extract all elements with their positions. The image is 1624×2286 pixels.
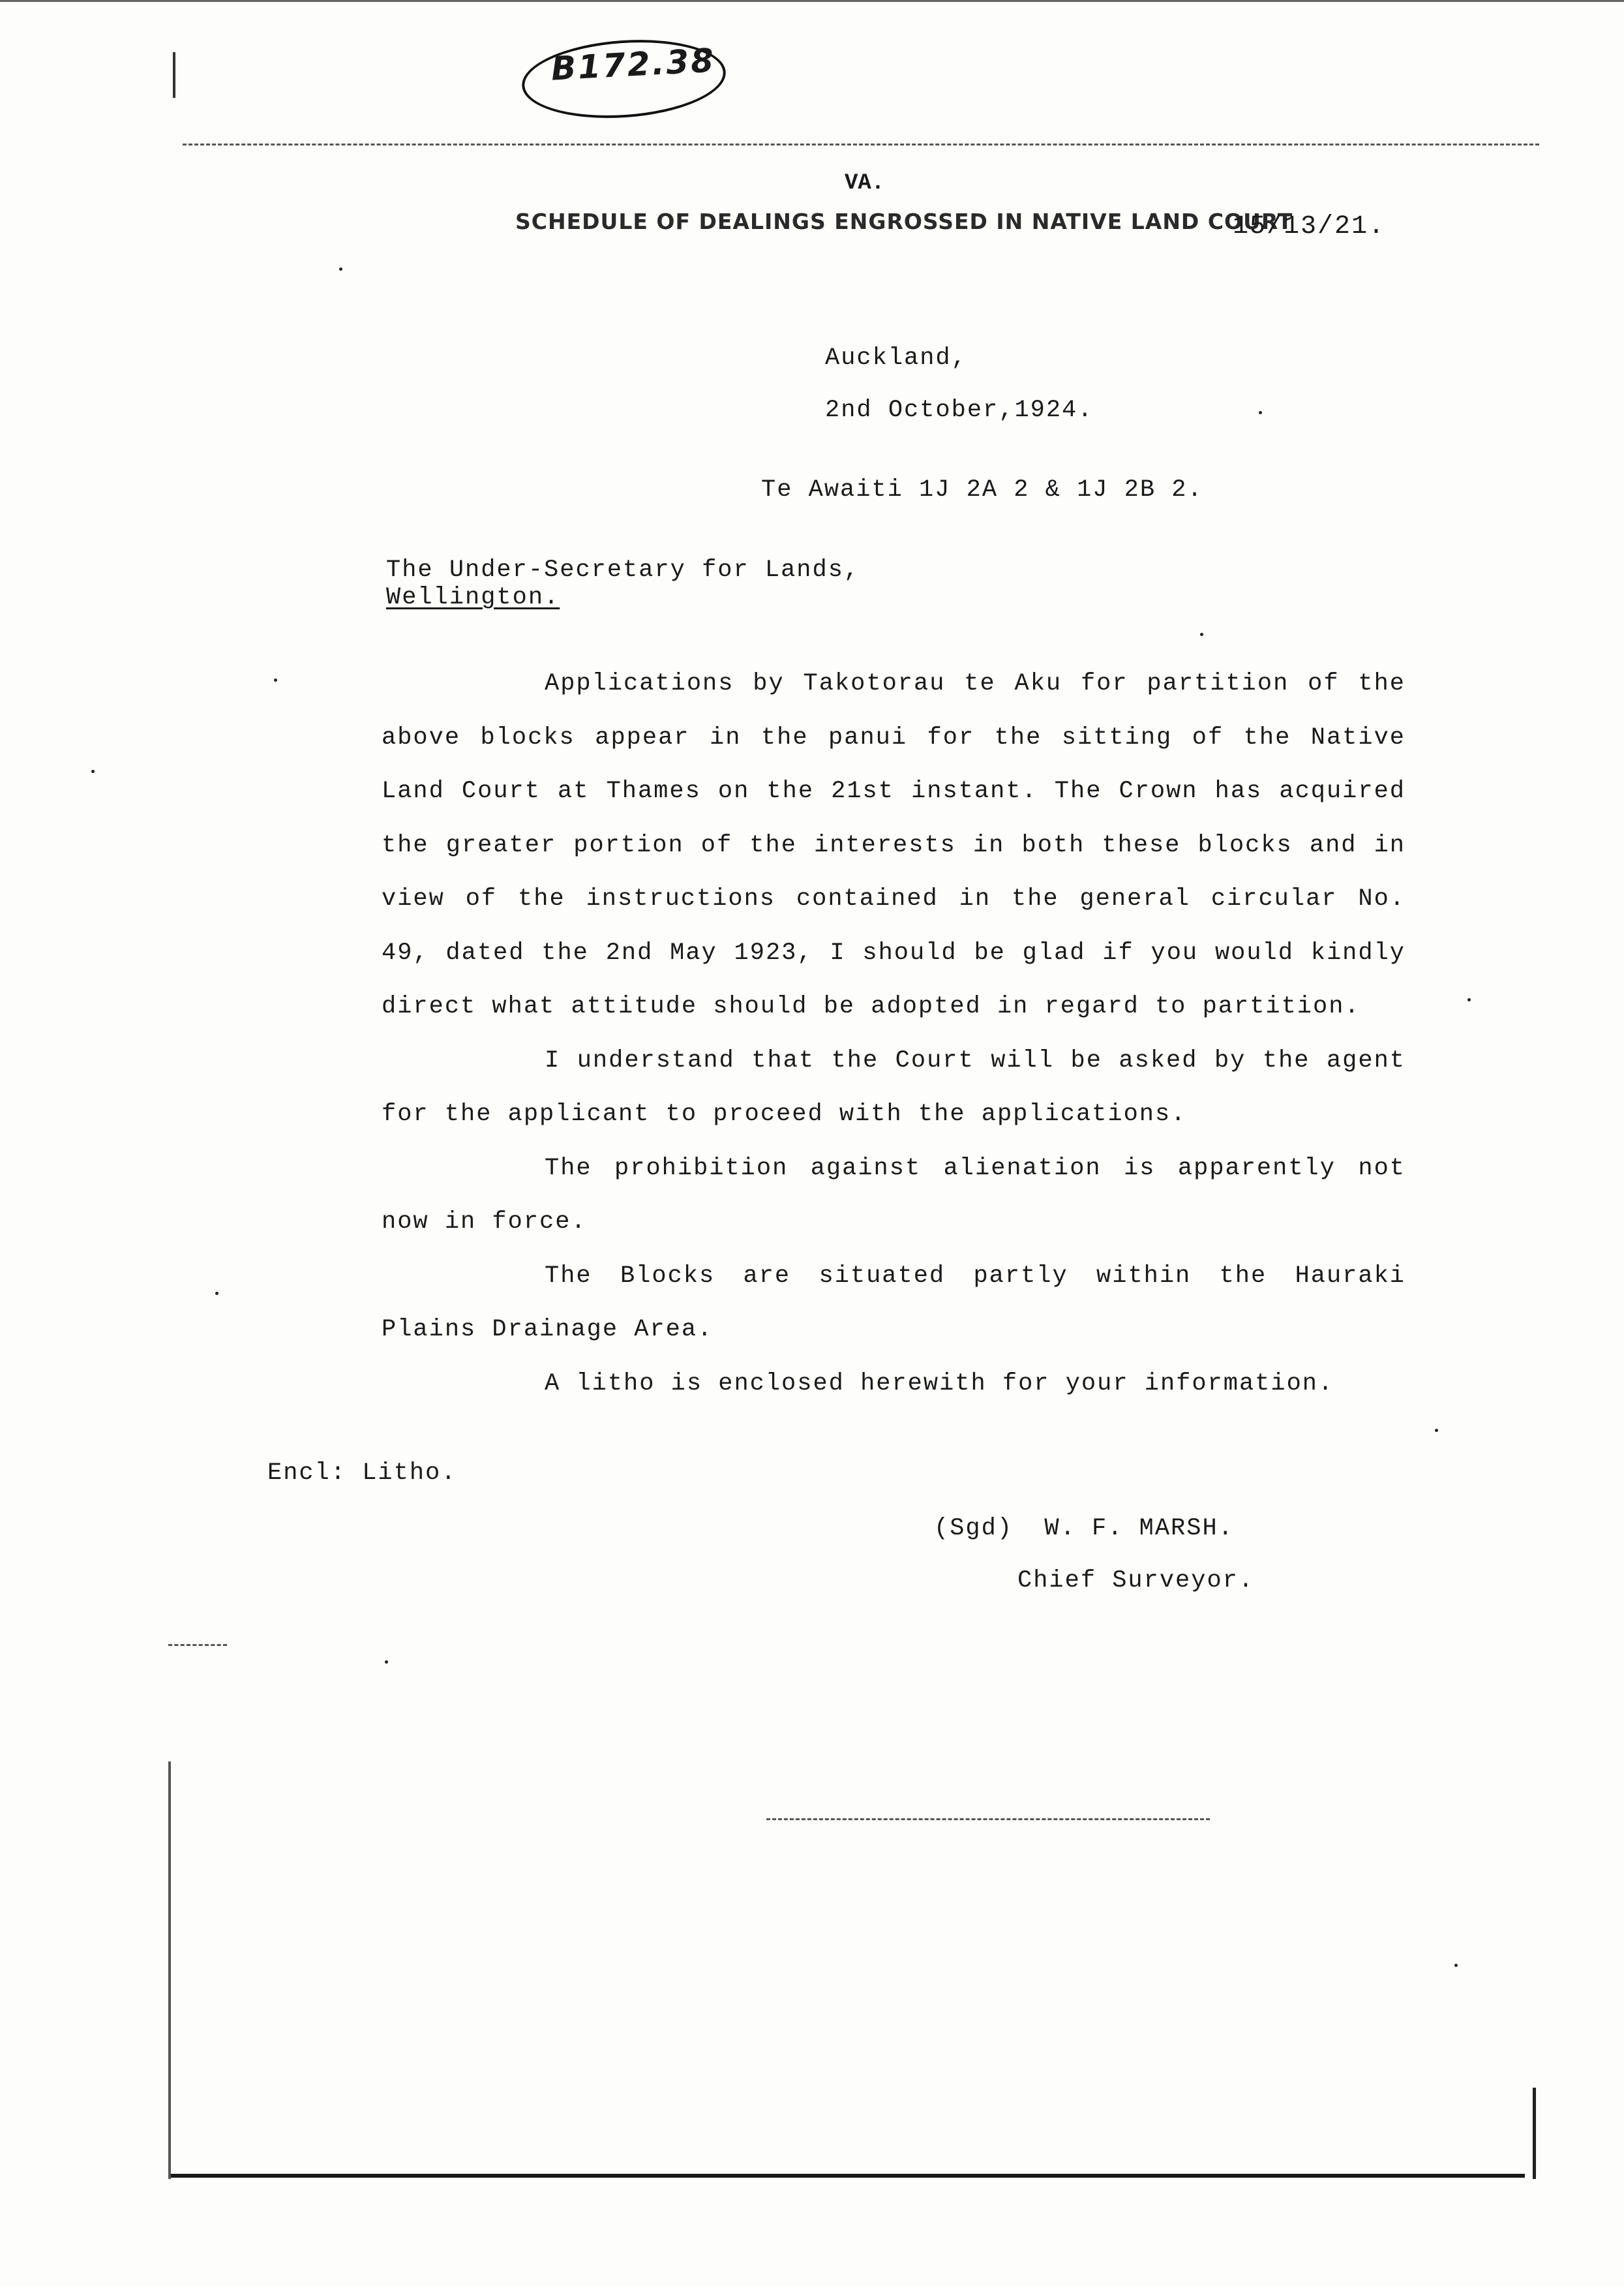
body-paragraph: The Blocks are situated partly within the Hauraki Plains Drainage Area. [382, 1262, 1406, 1343]
scan-speck [1454, 1964, 1458, 1967]
left-dashed-line [168, 1644, 227, 1646]
scan-speck [385, 1660, 388, 1664]
letter-subject: Te Awaiti 1J 2A 2 & 1J 2B 2. [761, 476, 1203, 504]
letter-place: Auckland, [825, 344, 967, 372]
scan-speck [274, 678, 277, 682]
scan-speck [1200, 633, 1203, 636]
stamp-code: VA. [845, 171, 885, 196]
addressee-name: The Under-Secretary for Lands, [386, 556, 860, 584]
left-vertical-line [168, 1761, 171, 2179]
left-margin-mark [173, 52, 175, 98]
letter-date: 2nd October,1924. [825, 397, 1094, 424]
enclosure-note: Encl: Litho. [267, 1459, 457, 1487]
top-scan-edge [0, 0, 1624, 2]
bottom-border-line [168, 2174, 1525, 2178]
scan-speck [339, 267, 342, 271]
stamp-text: SCHEDULE OF DEALINGS ENGROSSED IN NATIVE LAND COURT [515, 209, 1293, 234]
scan-speck [91, 770, 95, 773]
reference-number: B172.38 [550, 41, 717, 88]
letter-body [382, 657, 1406, 1410]
signatory-title: Chief Surveyor. [1017, 1567, 1255, 1594]
top-dashed-line [183, 144, 1539, 145]
addressee-location: Wellington. [386, 584, 560, 611]
right-vertical-line [1533, 2088, 1536, 2179]
scan-speck [1259, 411, 1262, 414]
lower-dashed-line [766, 1818, 1210, 1820]
body-paragraph: A litho is enclosed herewith for your information. [545, 1369, 1334, 1397]
file-number: 15/13/21. [1233, 212, 1386, 241]
scan-speck [215, 1292, 218, 1295]
body-paragraph: The prohibition against alienation is apparently not now in force. [382, 1154, 1406, 1236]
scan-speck [1435, 1429, 1438, 1432]
body-paragraph: Applications by Takotorau te Aku for partition of the above blocks appear in the panui for the sitting of the Native Land Court at Thames on the 21st instant. The Crown has acquired the greater portion of the interests in both these blocks and in view of the instructions contained in the general circular No. 49, dated the 2nd May 1923, I should be glad if you would kindly direct what attitude should be adopted in regard to partition. [382, 670, 1406, 1020]
signature-line: (Sgd) W. F. MARSH. [934, 1515, 1234, 1542]
body-paragraph: I understand that the Court will be asked by the agent for the applicant to proceed with the applications. [382, 1046, 1406, 1128]
scan-speck [1467, 998, 1471, 1001]
